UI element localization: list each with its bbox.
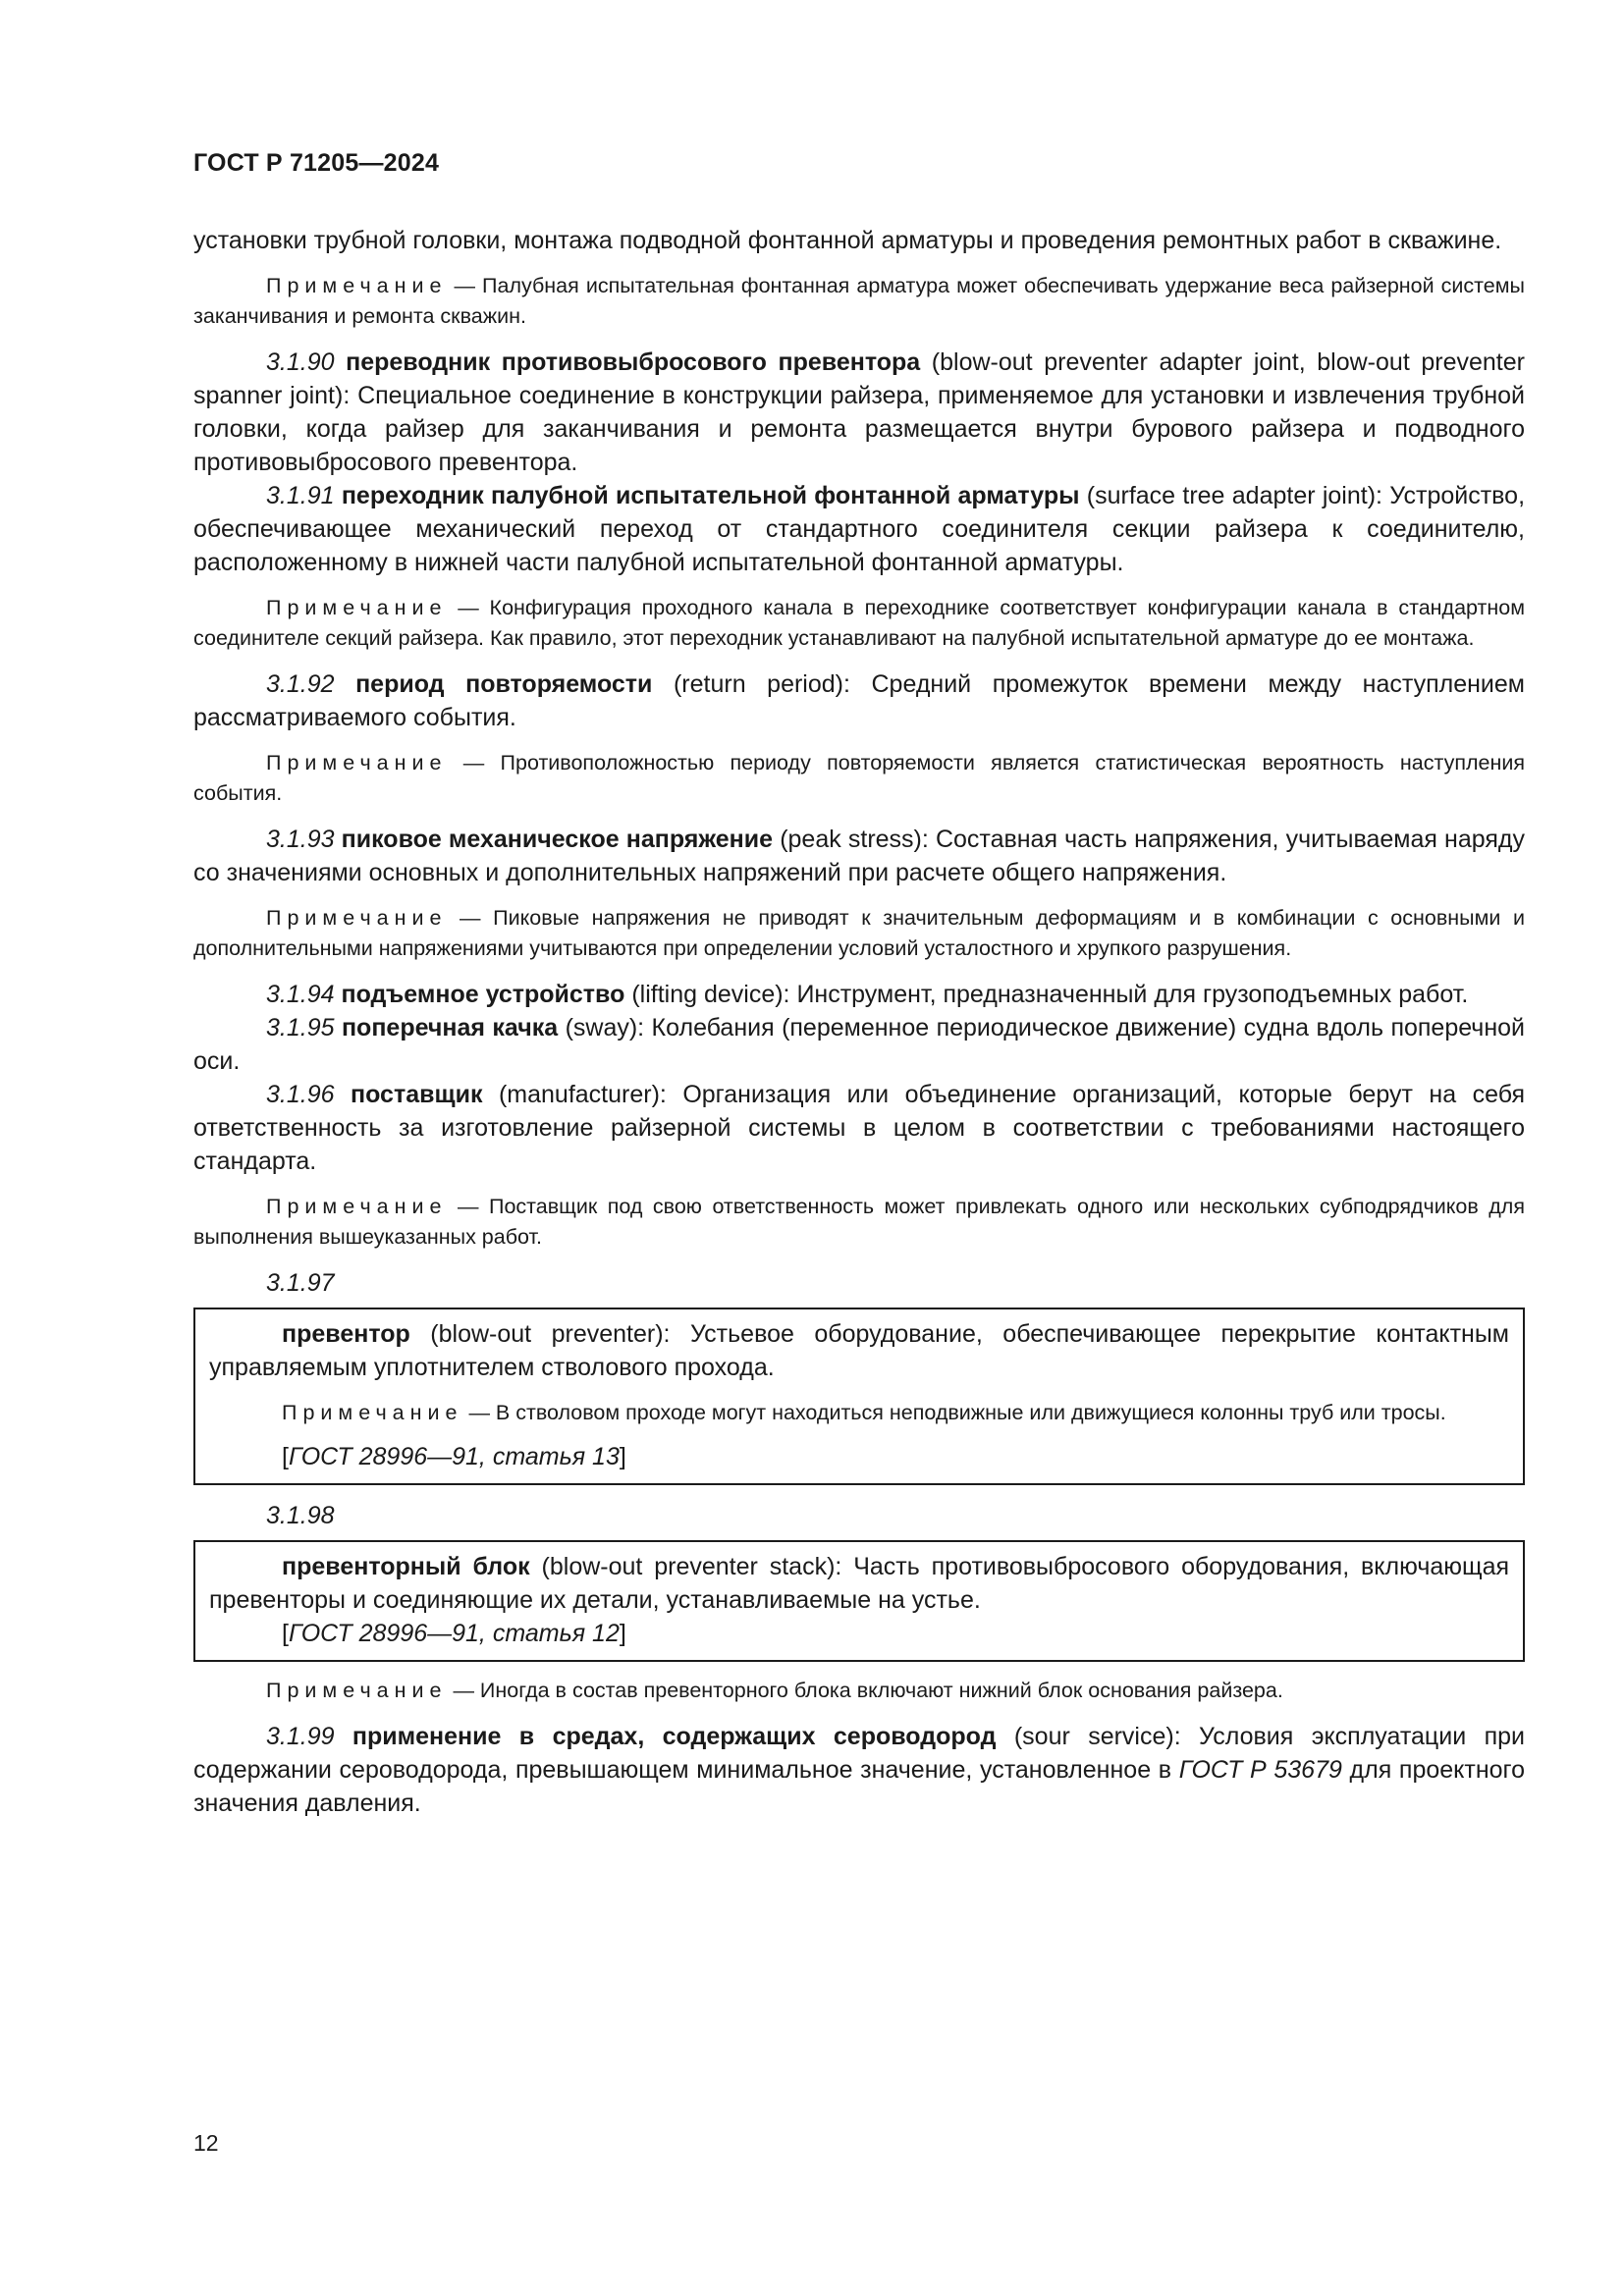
note-3-1-92: Примечание — Противоположностью периоду повторяемости является статистическая вероятность наступления события.	[193, 751, 1525, 805]
continuation-paragraph: установки трубной головки, монтажа подводной фонтанной арматуры и проведения ремонтных работ в скважине.	[193, 227, 1502, 254]
entry-3-1-97	[209, 1317, 1509, 1384]
entry-text: (manufacturer): Организация или объединение организаций, которые берут на себя ответственность за изготовление райзерной системы в целом в соответствии с требованиями настоящего стандарта.	[193, 1081, 1526, 1175]
entry-3-1-94	[193, 978, 1525, 1011]
entry-3-1-97-box	[193, 1308, 1525, 1485]
entry-text: (blow-out preventer): Устьевое оборудование, обеспечивающее перекрытие контактным управляемым уплотнителем стволового прохода.	[209, 1320, 1509, 1381]
note-3-1-97: Примечание — В стволовом проходе могут находиться неподвижные или движущиеся колонны труб или тросы.	[282, 1401, 1446, 1424]
entry-number: 3.1.90	[266, 348, 335, 376]
entry-3-1-98-box	[193, 1540, 1525, 1662]
entry-text: (peak stress): Составная часть напряжения, учитываемая наряду со значениями основных и дополнительных напряжений при расчете общего напряжения.	[193, 826, 1526, 886]
entry-term: превенторный блок	[282, 1553, 530, 1580]
entry-number: 3.1.99	[266, 1723, 335, 1750]
note-label: Примечание	[266, 906, 448, 930]
entry-3-1-93	[193, 823, 1525, 889]
entry-number: 3.1.92	[266, 670, 335, 698]
reference-3-1-97: [ГОСТ 28996—91, статья 13]	[282, 1443, 626, 1470]
entry-term: поставщик	[351, 1081, 483, 1108]
entry-text: (blow-out preventer stack): Часть противовыбросового оборудования, включающая превенторы и соединяющие их детали, устанавливаемые на устье.	[209, 1553, 1510, 1614]
note-label: Примечание	[266, 1679, 448, 1702]
entry-3-1-91	[193, 479, 1525, 579]
entry-3-1-96	[193, 1078, 1525, 1178]
entry-3-1-95	[193, 1011, 1525, 1078]
note-3-1-98: Примечание — Иногда в состав превенторного блока включают нижний блок основания райзера.	[266, 1679, 1283, 1702]
note-label: Примечание	[266, 751, 448, 774]
entry-term: поперечная качка	[341, 1014, 559, 1041]
note-label: Примечание	[282, 1401, 463, 1424]
note-1: Примечание — Палубная испытательная фонтанная арматура может обеспечивать удержание веса райзерной системы заканчивания и ремонта скважин.	[193, 274, 1525, 328]
entry-term: пиковое механическое напряжение	[341, 826, 774, 853]
entry-number: 3.1.96	[266, 1081, 335, 1108]
entry-term: подъемное устройство	[341, 981, 625, 1008]
note-label: Примечание	[266, 596, 448, 619]
note-3-1-96: Примечание — Поставщик под свою ответственность может привлекать одного или нескольких субподрядчиков для выполнения вышеуказанных работ.	[193, 1195, 1525, 1249]
entry-3-1-90	[193, 346, 1525, 479]
entry-text: (blow-out preventer adapter joint, blow-out preventer spanner joint): Специальное соединение в конструкции райзера, применяемое для установки и извлечения трубной головки, когда райзер для заканчивания и ремонта размещается внутри бурового райзера и подводного противовыбросового превентора.	[193, 348, 1525, 476]
entry-text: (surface tree adapter joint): Устройство, обеспечивающее механический переход от стандартного соединителя секции райзера к соединителю, расположенному в нижней части палубной испытательной фонтанной арматуры.	[193, 482, 1526, 576]
note-label: Примечание	[266, 1195, 448, 1218]
entry-term: применение в средах, содержащих сероводород	[352, 1723, 997, 1750]
entry-text: (sway): Колебания (переменное периодическое движение) судна вдоль поперечной оси.	[193, 1014, 1526, 1075]
note-label: Примечание	[266, 274, 448, 297]
document-header: ГОСТ Р 71205—2024	[193, 149, 440, 177]
reference-3-1-98: [ГОСТ 28996—91, статья 12]	[282, 1620, 626, 1647]
entry-text: (return period): Средний промежуток времени между наступлением рассматриваемого события.	[193, 670, 1525, 731]
entry-3-1-98	[209, 1550, 1509, 1617]
entry-term: период повторяемости	[355, 670, 653, 698]
entry-number: 3.1.95	[266, 1014, 335, 1041]
entry-3-1-98-number: 3.1.98	[266, 1502, 335, 1529]
page-number: 12	[193, 2130, 219, 2156]
note-3-1-93: Примечание — Пиковые напряжения не приводят к значительным деформациям и в комбинации с основными и дополнительными напряжениями учитываются при определении условий усталостного и хрупкого разрушения.	[193, 906, 1525, 960]
entry-number: 3.1.91	[266, 482, 335, 509]
entry-3-1-99: 3.1.99 применение в средах, содержащих сероводород (sour service): Условия эксплуатации при содержании сероводорода, превышающем минимальное значение, установленное в ГОСТ Р 53679 для проектного значения давления.	[193, 1723, 1526, 1817]
standard-reference: ГОСТ Р 53679	[1178, 1756, 1342, 1784]
entry-number: 3.1.93	[266, 826, 335, 853]
entry-3-1-92	[193, 667, 1525, 734]
entry-number: 3.1.94	[266, 981, 335, 1008]
entry-text: (lifting device): Инструмент, предназначенный для грузоподъемных работ.	[631, 981, 1469, 1008]
entry-3-1-97-number: 3.1.97	[266, 1269, 335, 1297]
entry-term: переходник палубной испытательной фонтанной арматуры	[341, 482, 1080, 509]
document-page	[193, 0, 1525, 2296]
note-3-1-91: Примечание — Конфигурация проходного канала в переходнике соответствует конфигурации канала в стандартном соединителе секций райзера. Как правило, этот переходник устанавливают на палубной испытательной арматуре до ее монтажа.	[193, 596, 1526, 650]
entry-term: переводник противовыбросового превентора	[346, 348, 921, 376]
document-body	[193, 224, 1525, 1820]
entry-term: превентор	[282, 1320, 410, 1348]
